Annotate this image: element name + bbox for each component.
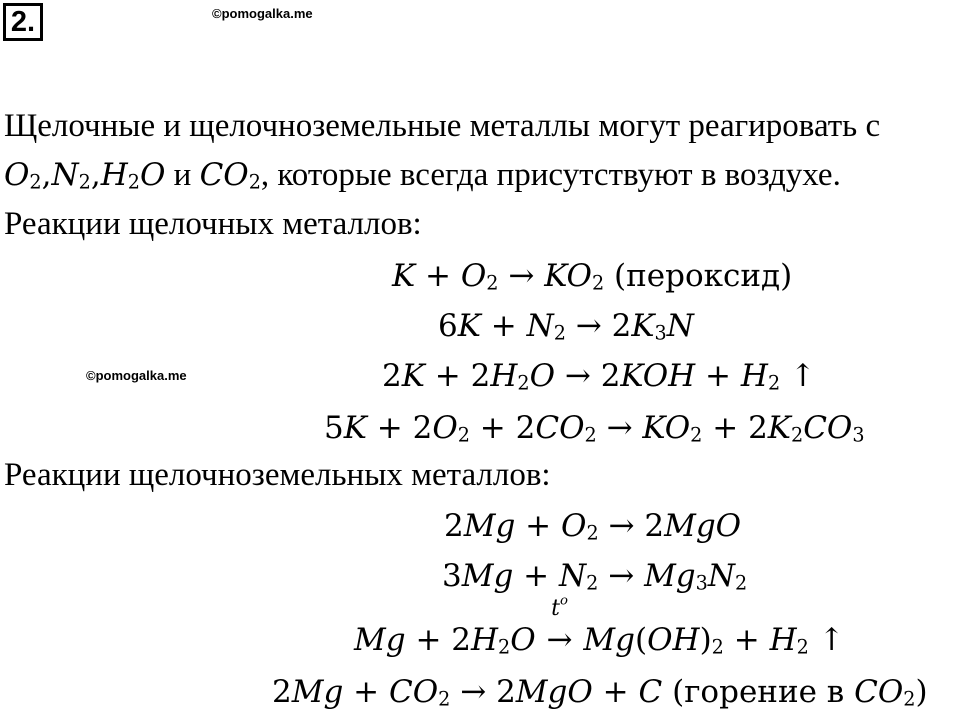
equation-k-o2-co2: $5K + 2O_2 + 2CO_2 \to KO_2 + 2K_2CO_3$	[324, 410, 865, 447]
equation-k-n2: $6K + N_2 \to 2K_3N$	[438, 308, 694, 345]
equation-k-h2o: $2K + 2H_2O \to 2KOH + H_2$ ↑	[382, 358, 816, 395]
equation-mg-o2: $2Mg + O_2 \to 2MgO$	[444, 508, 742, 545]
task-number-badge: 2.	[3, 3, 43, 41]
intro-line-2	[4, 155, 841, 195]
equation-k-o2: $K + O_2 \to KO_2$ (пероксид)	[392, 258, 793, 295]
watermark-middle: ©pomogalka.me	[86, 368, 187, 383]
gas-co2: $CO_2$	[199, 157, 261, 194]
conjunction: и	[173, 157, 192, 193]
combustion-note: (горение в $CO_2$)	[672, 674, 928, 711]
peroxide-note: (пероксид)	[614, 258, 793, 294]
intro-line-2-rest: , которые всегда присутствуют в воздухе.	[260, 157, 841, 193]
heat-arrow: $t^o$ →	[546, 593, 573, 658]
alkali-heading: Реакции щелочных металлов:	[4, 206, 422, 242]
equation-mg-co2: $2Mg + CO_2 \to 2MgO + C$ (горение в $CO_2$)	[272, 674, 928, 711]
heat-label: $t^o$	[551, 593, 568, 621]
intro-line-1: Щелочные и щелочноземельные металлы могут реагировать с	[4, 108, 881, 144]
equation-mg-h2o: $Mg + 2H_2O$ $t^o$ → $Mg(OH)_2 + H_2$ ↑	[354, 593, 845, 659]
equation-mg-n2: $3Mg + N_2 \to Mg_3N_2$	[442, 558, 748, 595]
gas-list: $O_2,N_2,H_2O$	[4, 157, 166, 194]
watermark-top: ©pomogalka.me	[212, 6, 313, 21]
alkaline-earth-heading: Реакции щелочноземельных металлов:	[4, 457, 551, 493]
